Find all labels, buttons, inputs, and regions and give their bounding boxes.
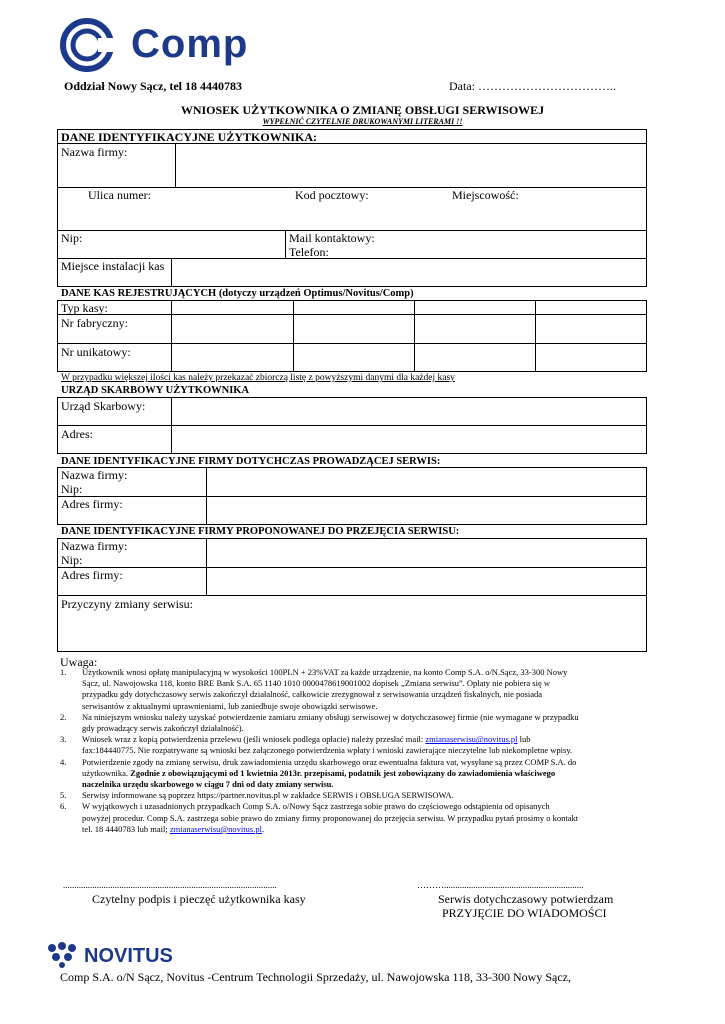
register-type-label: Typ kasy: (61, 301, 108, 315)
user-signature-caption: Czytelny podpis i pieczęć użytkownika kasy (92, 892, 306, 906)
service-signature-line[interactable]: ……….............................................................. (417, 880, 584, 890)
current-nip-label: Nip: (61, 482, 83, 496)
registers-note: W przypadku większej ilości kas należy przekazać zbiorczą listę z powyższymi danymi dla każdej kasy (61, 373, 455, 383)
new-reasons-label: Przyczyny zmiany serwisu: (61, 597, 193, 611)
current-service-heading: DANE IDENTYFIKACYJNE FIRMY DOTYCHCZAS PROWADZĄCEJ SERWIS: (61, 456, 441, 467)
tax-heading: URZĄD SKARBOWY UŻYTKOWNIKA (61, 385, 250, 396)
comp-logo-text: Comp (131, 22, 249, 66)
user-email-label: Mail kontaktowy: (289, 231, 375, 245)
user-signature-line[interactable]: ............................................................................................... (63, 880, 277, 890)
note-1: 1. Użytkownik wnosi opłatę manipulacyjną w wysokości 100PLN + 23%VAT za każde urządzenie, na konto Comp S.A. o/N.Sącz, 33-300 Nowy (60, 667, 568, 677)
note-2: 2. Na niniejszym wniosku należy uzyskać potwierdzenie zamiaru zmiany obsługi serwisowej w dotychczasowej firmie (nie wymagane w przypadku (60, 711, 579, 722)
register-unique-label: Nr unikatowy: (61, 345, 131, 359)
note-5: 5. Serwisy informowane są poprzez https://partner.novitus.pl w zakładce SERWIS i OBSŁUGA SERWISOWA. (60, 790, 454, 801)
notes-list: 1. Użytkownik wnosi opłatę manipulacyjną w wysokości 100PLN + 23%VAT za każde urządzenie, na konto Comp S.A. o/N.Sącz, 33-300 Nowy Sącz, ul. Nawojowska 118, konto BRE Bank S.A. 65 1140 1010 0000478619001002 dopisek „Zmiana serwisu”. Opłaty nie pobiera się w przypadku gdy dotychczasowy serwis zakończył działalność, całkowicie zrezygnował z serwisowania urządzeń fiskalnych, nie posiada serwisantów z aktualnymi uprawnieniami, lub zaniedbuje swoje obowiązki serwisowe. 2. Na niniejszym wniosku należy uzyskać potwierdzenie zamiaru zmiany obsługi serwisowej w dotychczasowej firmie (nie wymagane w przypadku gdy prowadzący serwis zakończył działalność). 3. Wniosek wraz z kopią potwierdzenia przelewu (jeśli wniosek podlega opłacie) należy przesłać mail: zmianaserwisu@novitus.pl lub fax:184440775. Nie rozpatrywane są wnioski bez załączonego potwierdzenia wpłaty i wnioski zawierające nieczytelne lub niekompletne wpisy. 4. Potwierdzenie zgody na zmianę serwisu, druk zawiadomienia urzędu skarbowego oraz ewentualna faktura vat, wysyłane są przez COMP S.A. do użytkownika. Zgodnie z obowiązującymi od 1 kwietnia 2013r. przepisami, podatnik jest zobowiązany do zawiadomienia właściwego naczelnika urzędu skarbowego w ciągu 7 dni od daty zmiany serwisu. 5. Serwisy informowane są poprzez https://partner.novitus.pl w zakładce SERWIS i OBSŁUGA SERWISOWA. 6. W wyjątkowych i uzasadnionych przypadkach Comp S.A. o/Nowy Sącz zastrzega sobie prawo do częściowego odstąpienia od opisanych powyżej procedur. Comp S.A. zastrzega sobie prawo do zmiany firmy proponowanej do przejęcia serwisu. W przypadku pytań prosimy o kontakt tel. 18 4440783 lub mail; zmianaserwisu@novitus.pl. (60, 667, 660, 835)
user-postal-label: Kod pocztowy: (295, 188, 369, 202)
user-company-label: Nazwa firmy: (61, 145, 128, 159)
current-company-label: Nazwa firmy: (61, 468, 128, 482)
tax-office-label: Urząd Skarbowy: (61, 399, 146, 413)
footer-address: Comp S.A. o/N Sącz, Novitus -Centrum Technologii Sprzedaży, ul. Nawojowska 118, 33-300 Nowy Sącz, (60, 970, 571, 984)
registers-table (57, 300, 647, 372)
user-nip-label: Nip: (61, 231, 83, 245)
form-subtitle: WYPEŁNIĆ CZYTELNIE DRUKOWANYMI LITERAMI !! (262, 117, 463, 126)
user-city-label: Miejscowość: (452, 188, 519, 202)
new-nip-label: Nip: (61, 553, 83, 567)
form-title: WNIOSEK UŻYTKOWNIKA O ZMIANĘ OBSŁUGI SERWISOWEJ (180, 103, 545, 117)
user-heading: DANE IDENTYFIKACYJNE UŻYTKOWNIKA: (61, 130, 318, 144)
new-address-label: Adres firmy: (61, 568, 123, 582)
note-3: 3. Wniosek wraz z kopią potwierdzenia przelewu (jeśli wniosek podlega opłacie) należy przesłać mail: zmianaserwisu@novitus.pl lub (60, 734, 531, 745)
new-company-label: Nazwa firmy: (61, 539, 128, 553)
novitus-logo-text: NOVITUS (84, 945, 173, 967)
notes-heading: Uwaga: (60, 655, 98, 669)
date-field[interactable]: Data: …………………………….. (449, 79, 616, 93)
novitus-logo-icon (44, 940, 214, 968)
user-install-label: Miejsce instalacji kas (61, 259, 165, 273)
current-address-label: Adres firmy: (61, 497, 123, 511)
user-company-field[interactable] (176, 144, 646, 186)
user-phone-label: Telefon: (289, 245, 329, 259)
new-service-heading: DANE IDENTYFIKACYJNE FIRMY PROPONOWANEJ DO PRZEJĘCIA SERWISU: (61, 526, 460, 537)
registers-heading: DANE KAS REJESTRUJĄCYCH (dotyczy urządzeń Optimus/Novitus/Comp) (61, 288, 414, 299)
service-signature-caption-1: Serwis dotychczasowy potwierdzam (438, 892, 614, 906)
note-4: 4. Potwierdzenie zgody na zmianę serwisu, druk zawiadomienia urzędu skarbowego oraz ewentualna faktura vat, wysyłane są przez COMP S.A. do (60, 756, 577, 767)
user-street-label: Ulica numer: (88, 188, 151, 202)
register-serial-label: Nr fabryczny: (61, 316, 128, 330)
branch-info: Oddział Nowy Sącz, tel 18 4440783 (64, 79, 242, 93)
service-signature-caption-2: PRZYJĘCIE DO WIADOMOŚCI (442, 906, 607, 920)
email-link[interactable]: zmianaserwisu@novitus.pl (425, 734, 518, 745)
note-6: 6. W wyjątkowych i uzasadnionych przypadkach Comp S.A. o/Nowy Sącz zastrzega sobie prawo do częściowego odstąpienia od opisanych (60, 801, 550, 812)
tax-address-label: Adres: (61, 427, 93, 441)
email-link-2[interactable]: zmianaserwisu@novitus.pl (169, 823, 262, 834)
